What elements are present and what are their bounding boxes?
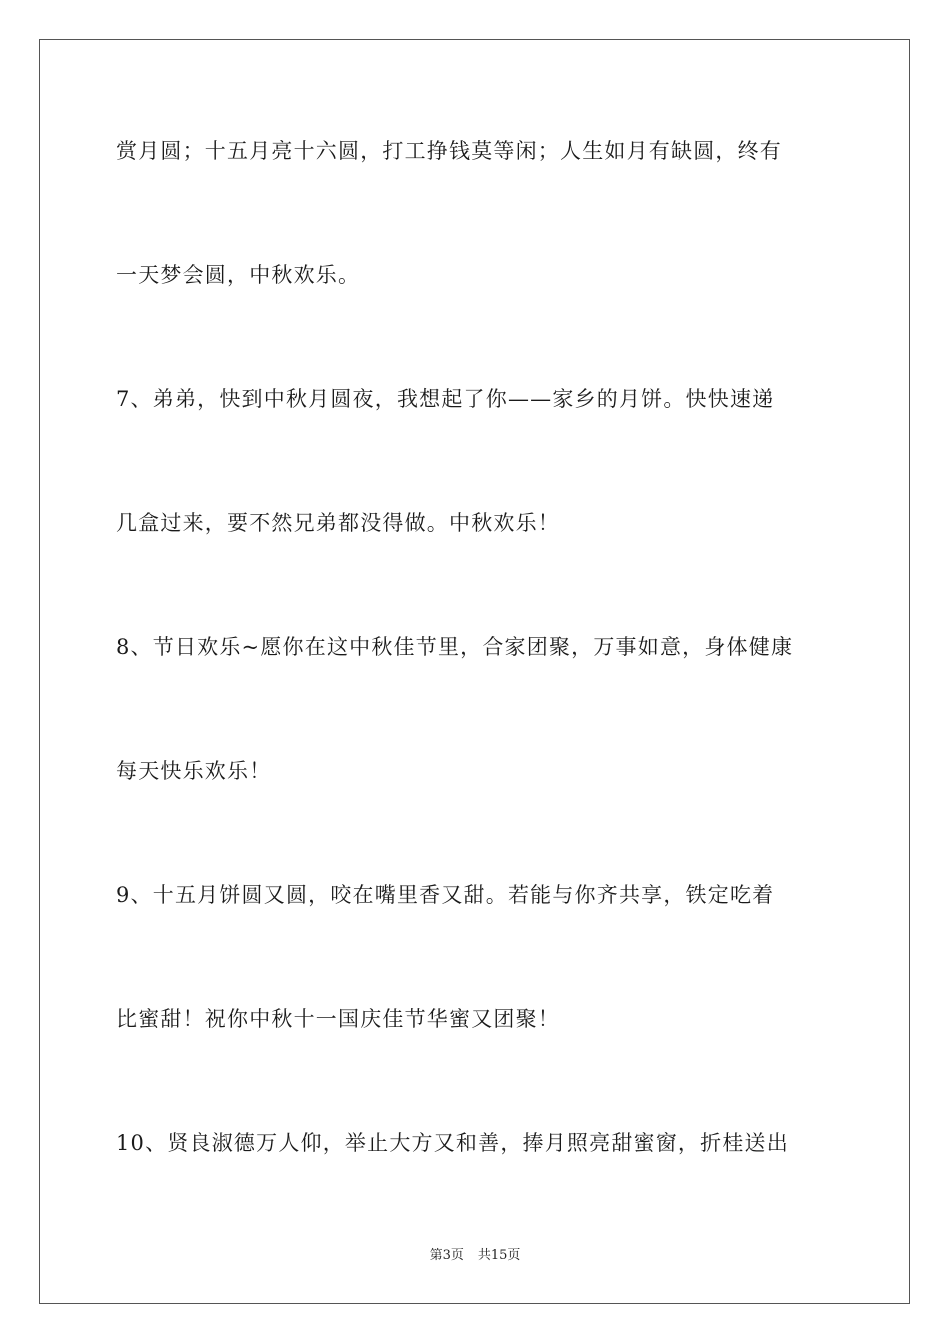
text-line-7: 9、十五月饼圆又圆，咬在嘴里香又甜。若能与你齐共享，铁定吃着 xyxy=(116,883,775,907)
text-line-3: 7、弟弟，快到中秋月圆夜，我想起了你——家乡的月饼。快快速递 xyxy=(116,387,775,411)
page-number: 第3页 xyxy=(429,1248,464,1263)
text-line-4: 几盒过来，要不然兄弟都没得做。中秋欢乐！ xyxy=(116,511,560,535)
text-line-5: 8、节日欢乐~愿你在这中秋佳节里，合家团聚，万事如意，身体健康 xyxy=(116,635,794,659)
text-line-2: 一天梦会圆，中秋欢乐。 xyxy=(116,263,361,287)
text-line-1: 赏月圆；十五月亮十六圆，打工挣钱莫等闲；人生如月有缺圆，终有 xyxy=(116,139,782,163)
page-border xyxy=(39,39,910,1304)
text-line-6: 每天快乐欢乐！ xyxy=(116,759,272,783)
text-line-9: 10、贤良淑德万人仰，举止大方又和善，捧月照亮甜蜜窗，折桂送出 xyxy=(116,1131,789,1155)
text-line-8: 比蜜甜！祝你中秋十一国庆佳节华蜜又团聚！ xyxy=(116,1007,560,1031)
page-footer xyxy=(0,1247,950,1265)
page-total: 共15页 xyxy=(477,1248,521,1263)
